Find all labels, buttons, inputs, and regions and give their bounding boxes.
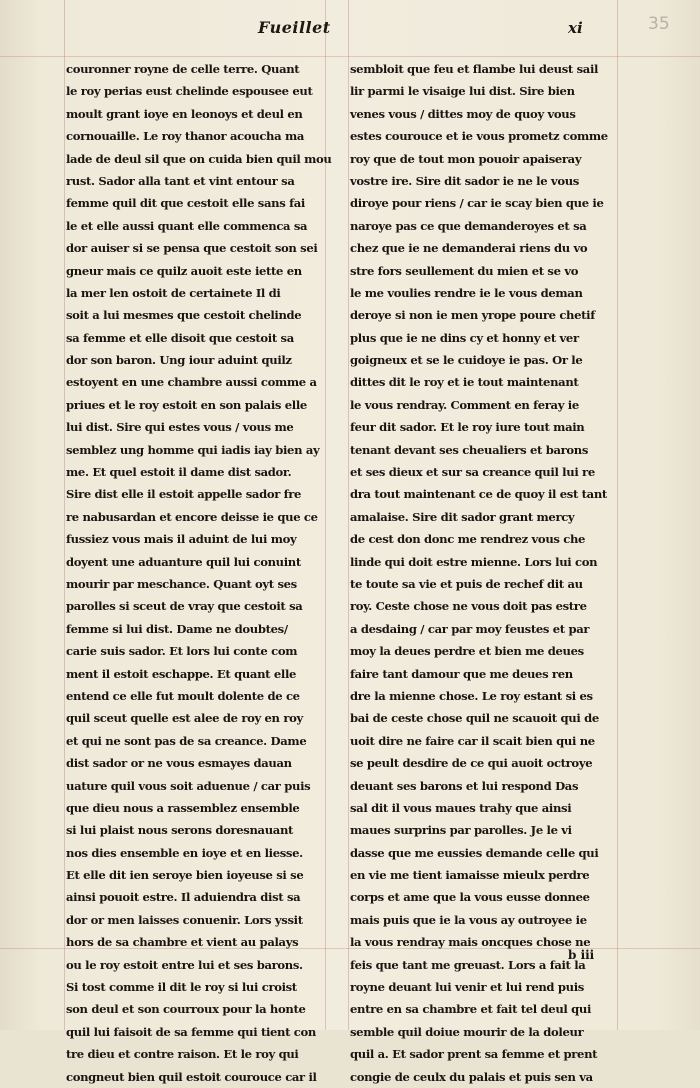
- text-line: lade de deul sil que on cuida bien quil mou: [66, 151, 332, 166]
- text-line: si lui plaist nous serons doresnauant: [66, 823, 294, 838]
- text-line: amalaise. Sire dit sador grant mercy: [350, 509, 575, 524]
- text-line: entend ce elle fut moult dolente de ce: [66, 688, 300, 703]
- text-line: uoit dire ne faire car il scait bien qui ne: [350, 733, 595, 748]
- text-line: le et elle aussi quant elle commenca sa: [66, 218, 308, 233]
- text-line: stre fors seullement du mien et se vo: [350, 263, 579, 278]
- text-line: goigneux et se le cuidoye ie pas. Or le: [350, 353, 583, 368]
- text-line: congie de ceulx du palais et puis sen va: [350, 1069, 593, 1084]
- text-line: nos dies ensemble en ioye et en liesse.: [66, 845, 303, 860]
- text-line: deuant ses barons et lui respond Das: [350, 778, 579, 793]
- text-line: entre en sa chambre et fait tel deul qui: [350, 1002, 592, 1017]
- text-line: estes courouce et ie vous prometz comme: [350, 129, 608, 144]
- text-line: son deul et son courroux pour la honte: [66, 1002, 306, 1017]
- text-line: de cest don donc me rendrez vous che: [350, 532, 586, 547]
- text-line: corps et ame que la vous eusse donnee: [350, 890, 590, 905]
- ruling-line-right-outer: [617, 0, 618, 1030]
- text-line: re nabusardan et encore deisse ie que ce: [66, 509, 318, 524]
- text-line: que dieu nous a rassemblez ensemble: [66, 800, 300, 815]
- text-line: royne deuant lui venir et lui rend puis: [350, 980, 584, 995]
- text-line: la vous rendray mais oncques chose ne: [350, 935, 591, 950]
- text-line: dist sador or ne vous esmayes dauan: [66, 756, 292, 771]
- text-column-right: [350, 58, 614, 1088]
- text-line: a desdaing / car par moy feustes et par: [350, 621, 590, 636]
- text-line: la mer len ostoit de certainete Il di: [66, 285, 281, 300]
- text-column-left: [66, 58, 332, 1088]
- text-line: sa femme et elle disoit que cestoit sa: [66, 330, 294, 345]
- ruling-line-top: [0, 56, 700, 57]
- text-line: fussiez vous mais il aduint de lui moy: [66, 532, 297, 547]
- text-line: sal dit il vous maues trahy que ainsi: [350, 800, 572, 815]
- text-line: dasse que me eussies demande celle qui: [350, 845, 599, 860]
- text-line: bai de ceste chose quil ne scauoit qui de: [350, 711, 599, 726]
- folio-number: xi: [568, 19, 583, 37]
- text-line: dra tout maintenant ce de quoy il est tant: [350, 487, 607, 502]
- text-line: gneur mais ce quilz auoit este iette en: [66, 263, 302, 278]
- text-line: lir parmi le visaige lui dist. Sire bien: [350, 84, 575, 99]
- text-line: semble quil doiue mourir de la doleur: [350, 1024, 584, 1039]
- text-line: Et elle dit ien seroye bien ioyeuse si se: [66, 868, 304, 883]
- text-line: sembloit que feu et flambe lui deust sail: [350, 62, 599, 76]
- text-line: semblez ung homme qui iadis iay bien ay: [66, 442, 320, 457]
- text-line: femme quil dit que cestoit elle sans fai: [66, 196, 305, 211]
- text-line: le me voulies rendre ie le vous deman: [350, 285, 583, 300]
- signature-mark: b iii: [568, 948, 595, 962]
- text-line: vostre ire. Sire dit sador ie ne le vous: [350, 173, 579, 188]
- text-line: roy. Ceste chose ne vous doit pas estre: [350, 599, 587, 614]
- text-line: faire tant damour que me deues ren: [350, 666, 573, 681]
- text-line: tenant devant ses cheualiers et barons: [350, 442, 589, 457]
- text-line: dor son baron. Ung iour aduint quilz: [66, 353, 292, 368]
- text-line: Sire dist elle il estoit appelle sador fre: [66, 487, 302, 502]
- text-line: hors de sa chambre et vient au palays: [66, 935, 299, 950]
- text-line: estoyent en une chambre aussi comme a: [66, 375, 317, 390]
- text-line: linde qui doit estre mienne. Lors lui con: [350, 554, 598, 569]
- ruling-line-right-inner: [348, 0, 349, 1030]
- text-line: ment il estoit eschappe. Et quant elle: [66, 666, 297, 681]
- text-line: congneut bien quil estoit courouce car il: [66, 1069, 317, 1084]
- text-line: dor or men laisses conuenir. Lors yssit: [66, 912, 303, 927]
- text-line: venes vous / dittes moy de quoy vous: [350, 106, 576, 121]
- text-line: quil sceut quelle est alee de roy en roy: [66, 711, 303, 726]
- text-line: soit a lui mesmes que cestoit chelinde: [66, 308, 302, 323]
- text-line: maues surprins par parolles. Je le vi: [350, 823, 572, 838]
- text-line: tre dieu et contre raison. Et le roy qui: [66, 1047, 299, 1062]
- text-line: femme si lui dist. Dame ne doubtes/: [66, 621, 288, 636]
- text-line: mais puis que ie la vous ay outroyee ie: [350, 912, 587, 927]
- text-line: parolles si sceut de vray que cestoit sa: [66, 599, 303, 614]
- text-line: en vie me tient iamaisse mieulx perdre: [350, 868, 590, 883]
- text-line: dittes dit le roy et ie tout maintenant: [350, 375, 579, 390]
- text-line: feis que tant me greuast. Lors a fait la: [350, 957, 586, 972]
- text-line: se peult desdire de ce qui auoit octroye: [350, 756, 593, 771]
- text-line: lui dist. Sire qui estes vous / vous me: [66, 420, 294, 435]
- text-line: le vous rendray. Comment en feray ie: [350, 397, 579, 412]
- text-line: priues et le roy estoit en son palais elle: [66, 397, 307, 412]
- text-line: deroye si non ie men yrope poure chetif: [350, 308, 595, 323]
- text-line: rust. Sador alla tant et vint entour sa: [66, 173, 295, 188]
- text-line: cornouaille. Le roy thanor acoucha ma: [66, 129, 305, 144]
- text-line: ou le roy estoit entre lui et ses barons.: [66, 957, 303, 972]
- ruling-line-left-outer: [64, 0, 65, 1030]
- text-line: couronner royne de celle terre. Quant: [66, 62, 300, 76]
- text-line: quil a. Et sador prent sa femme et prent: [350, 1047, 598, 1062]
- text-line: moy la deues perdre et bien me deues: [350, 644, 584, 659]
- text-line: dre la mienne chose. Le roy estant si es: [350, 688, 593, 703]
- text-line: doyent une aduanture quil lui conuint: [66, 554, 301, 569]
- text-line: naroye pas ce que demanderoyes et sa: [350, 218, 587, 233]
- text-line: Si tost comme il dit le roy si lui croist: [66, 980, 297, 995]
- text-line: plus que ie ne dins cy et honny et ver: [350, 330, 579, 345]
- text-line: et qui ne sont pas de sa creance. Dame: [66, 733, 307, 748]
- text-line: ainsi pouoit estre. Il aduiendra dist sa: [66, 890, 301, 905]
- text-line: le roy perias eust chelinde espousee eut: [66, 84, 313, 99]
- text-line: roy que de tout mon pouoir apaiseray: [350, 151, 582, 166]
- text-line: uature quil vous soit aduenue / car puis: [66, 778, 311, 793]
- text-line: diroye pour riens / car ie scay bien que ie: [350, 196, 604, 211]
- text-line: mourir par meschance. Quant oyt ses: [66, 576, 297, 591]
- text-line: et ses dieux et sur sa creance quil lui re: [350, 465, 595, 480]
- text-line: chez que ie ne demanderai riens du vo: [350, 241, 588, 256]
- pencil-folio-mark: 35: [648, 14, 670, 34]
- running-title: Fueillet: [258, 18, 331, 37]
- text-line: feur dit sador. Et le roy iure tout main: [350, 420, 585, 435]
- text-line: dor auiser si se pensa que cestoit son sei: [66, 241, 318, 256]
- text-line: te toute sa vie et puis de rechef dit au: [350, 576, 583, 591]
- text-line: quil lui faisoit de sa femme qui tient con: [66, 1024, 316, 1039]
- text-line: carie suis sador. Et lors lui conte com: [66, 644, 298, 659]
- text-line: moult grant ioye en leonoys et deul en: [66, 106, 303, 121]
- text-line: me. Et quel estoit il dame dist sador.: [66, 465, 292, 480]
